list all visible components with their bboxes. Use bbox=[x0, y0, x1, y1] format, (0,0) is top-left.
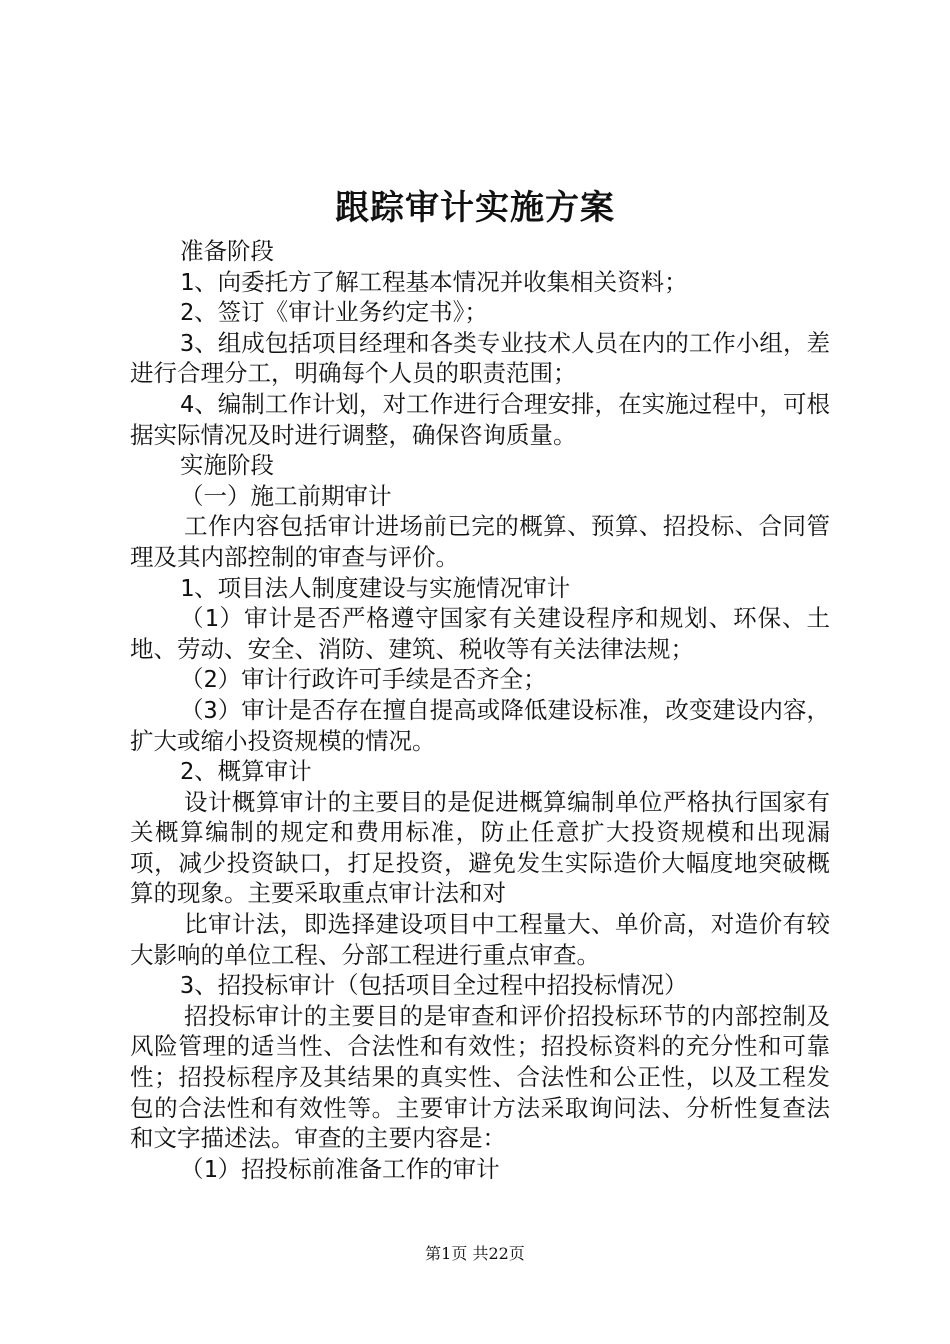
paragraph: （1）审计是否严格遵守国家有关建设程序和规划、环保、土地、劳动、安全、消防、建筑、税收等有关法律法规； bbox=[130, 604, 830, 663]
document-body bbox=[130, 236, 830, 1184]
paragraph: 工作内容包括审计进场前已完的概算、预算、招投标、合同管理及其内部控制的审查与评价。 bbox=[130, 512, 830, 571]
paragraph: 实施阶段 bbox=[180, 451, 274, 480]
paragraph: 2、签订《审计业务约定书》； bbox=[180, 298, 488, 327]
paragraph: 1、向委托方了解工程基本情况并收集相关资料； bbox=[180, 267, 688, 296]
paragraph: 4、编制工作计划，对工作进行合理安排，在实施过程中，可根据实际情况及时进行调整，确保咨询质量。 bbox=[130, 389, 830, 449]
paragraph: 招投标审计的主要目的是审查和评价招投标环节的内部控制及风险管理的适当性、合法性和有效性；招投标资料的充分性和可靠性；招投标程序及其结果的真实性、合法性和公正性，以及工程发包的合法性和有效性等。主要审计方法采取询问法、分析性复查法和文字描述法。审查的主要内容是： bbox=[130, 1001, 830, 1153]
paragraph: （2）审计行政许可手续是否齐全； bbox=[180, 665, 547, 694]
paragraph: 设计概算审计的主要目的是促进概算编制单位严格执行国家有关概算编制的规定和费用标准，防止任意扩大投资规模和出现漏项，减少投资缺口，打足投资，避免发生实际造价大幅度地突破概算的现象。主要采取重点审计法和对 bbox=[130, 787, 830, 908]
paragraph: （一）施工前期审计 bbox=[180, 481, 392, 510]
paragraph: 3、组成包括项目经理和各类专业技术人员在内的工作小组，差进行合理分工，明确每个人员的职责范围； bbox=[130, 328, 830, 388]
paragraph: 比审计法，即选择建设项目中工程量大、单价高，对造价有较大影响的单位工程、分部工程进行重点审查。 bbox=[130, 910, 830, 969]
paragraph: （3）审计是否存在擅自提高或降低建设标准，改变建设内容，扩大或缩小投资规模的情况。 bbox=[130, 695, 830, 755]
document-title: 跟踪审计实施方案 bbox=[335, 188, 615, 228]
paragraph: 2、概算审计 bbox=[180, 757, 312, 786]
paragraph: 准备阶段 bbox=[180, 237, 274, 265]
paragraph: （1）招投标前准备工作的审计 bbox=[180, 1154, 500, 1183]
paragraph: 1、项目法人制度建设与实施情况审计 bbox=[180, 573, 571, 602]
page-footer: 第1页 共22页 bbox=[425, 1244, 525, 1263]
paragraph: 3、招投标审计（包括项目全过程中招投标情况） bbox=[180, 971, 688, 1000]
